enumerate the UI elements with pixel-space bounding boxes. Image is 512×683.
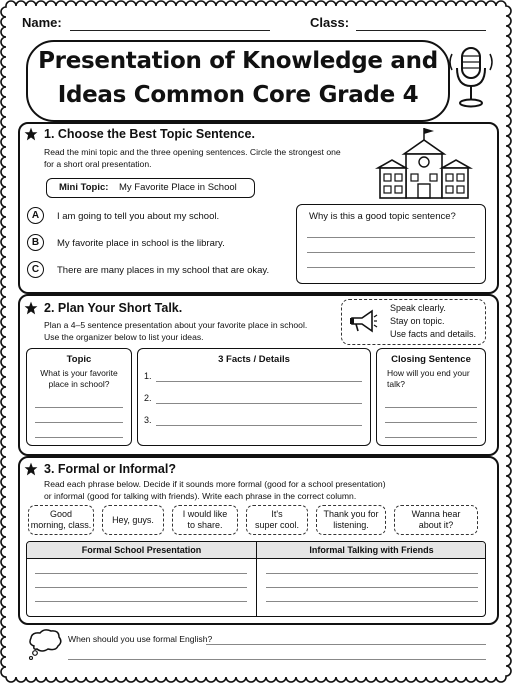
fact-number-3: 3. [144, 415, 152, 425]
answer-line[interactable] [35, 587, 247, 588]
phrase-card[interactable] [102, 505, 164, 535]
megaphone-icon [348, 309, 378, 335]
formal-informal-table [26, 541, 486, 617]
star-icon [24, 462, 38, 476]
option-a-circle[interactable]: A [27, 207, 44, 224]
phrase-line: Wanna hear [411, 509, 461, 519]
answer-line[interactable] [307, 252, 475, 253]
phrase-line: It's [271, 509, 283, 519]
why-box [296, 204, 486, 284]
col-informal-header: Informal Talking with Friends [309, 545, 434, 555]
closing-prompt-2: talk? [387, 379, 405, 389]
why-question: Why is this a good topic sentence? [309, 211, 456, 222]
tip-2: Stay on topic. [390, 316, 445, 326]
option-b-text[interactable]: My favorite place in school is the library. [57, 238, 225, 249]
fact-number-1: 1. [144, 371, 152, 381]
mini-topic-box [46, 178, 255, 198]
answer-line[interactable] [307, 267, 475, 268]
option-a-text[interactable]: I am going to tell you about my school. [57, 211, 220, 222]
mini-topic-label: Mini Topic: [59, 182, 109, 193]
phrase-line: super cool. [254, 520, 300, 530]
phrase-line: Thank you for [323, 509, 379, 519]
star-icon [24, 127, 38, 141]
topic-box [26, 348, 132, 446]
answer-line[interactable] [385, 407, 477, 408]
answer-line[interactable] [266, 573, 478, 574]
phrase-card[interactable] [246, 505, 308, 535]
answer-line[interactable] [385, 437, 477, 438]
topic-title: Topic [66, 354, 92, 365]
speaking-tips-box [341, 299, 486, 345]
fact-line-1[interactable] [156, 381, 362, 382]
phrase-card[interactable] [394, 505, 478, 535]
facts-box [137, 348, 371, 446]
microphone-icon [446, 44, 496, 114]
answer-line[interactable] [266, 601, 478, 602]
phrase-line: listening. [333, 520, 369, 530]
phrase-card[interactable] [316, 505, 386, 535]
phrase-card[interactable] [172, 505, 238, 535]
answer-line[interactable] [35, 437, 123, 438]
closing-box [376, 348, 486, 446]
title-line-2: Ideas Common Core Grade 4 [57, 82, 419, 108]
answer-line[interactable] [266, 587, 478, 588]
answer-line[interactable] [35, 601, 247, 602]
fact-number-2: 2. [144, 393, 152, 403]
section-1-heading: 1. Choose the Best Topic Sentence. [44, 127, 255, 141]
phrase-line: to share. [187, 520, 223, 530]
topic-prompt-2: place in school? [48, 379, 110, 389]
answer-line[interactable] [35, 573, 247, 574]
answer-line[interactable] [206, 644, 486, 645]
phrase-line: Hey, guys. [112, 514, 154, 525]
section-2-instructions-1: Plan a 4–5 sentence presentation about your favorite place in school. [44, 320, 308, 330]
star-icon [24, 301, 38, 315]
option-c-text[interactable]: There are many places in my school that are okay. [57, 265, 270, 276]
closing-prompt-1: How will you end your [387, 368, 470, 378]
section-3-instructions-2: or informal (good for talking with friends). Write each phrase in the correct column. [44, 491, 357, 501]
school-building-icon [374, 126, 474, 200]
section-1-instructions-1: Read the mini topic and the three opening sentences. Circle the strongest one [44, 147, 341, 157]
name-label: Name: [22, 15, 62, 30]
title-banner [26, 40, 450, 122]
answer-line[interactable] [35, 407, 123, 408]
topic-prompt-1: What is your favorite [40, 368, 118, 378]
tip-3: Use facts and details. [390, 329, 477, 339]
class-label: Class: [310, 15, 350, 30]
option-b-circle[interactable]: B [27, 234, 44, 251]
section-3-heading: 3. Formal or Informal? [44, 462, 176, 476]
phrase-line: about it? [418, 520, 454, 530]
title-line-1: Presentation of Knowledge and [38, 48, 438, 74]
closing-title: Closing Sentence [391, 354, 471, 365]
answer-line[interactable] [35, 422, 123, 423]
phrase-line: Good [49, 509, 73, 519]
tip-1: Speak clearly. [390, 303, 446, 313]
phrase-line: I would like [182, 509, 228, 519]
answer-line[interactable] [68, 659, 486, 660]
name-line[interactable] [70, 30, 270, 31]
section-2-instructions-2: Use the organizer below to list your ideas. [44, 332, 204, 342]
thought-bubble-icon [26, 628, 64, 662]
class-line[interactable] [356, 30, 486, 31]
phrase-card[interactable] [28, 505, 94, 535]
answer-line[interactable] [385, 422, 477, 423]
footer-question: When should you use formal English? [68, 634, 213, 644]
answer-line[interactable] [307, 237, 475, 238]
option-c-circle[interactable]: C [27, 261, 44, 278]
section-1-instructions-2: for a short oral presentation. [44, 159, 152, 169]
mini-topic-value: My Favorite Place in School [119, 182, 237, 193]
fact-line-2[interactable] [156, 403, 362, 404]
section-3-instructions-1: Read each phrase below. Decide if it sounds more formal (good for a school presentation) [44, 479, 386, 489]
section-2-heading: 2. Plan Your Short Talk. [44, 301, 183, 315]
phrase-line: morning, class. [30, 520, 92, 530]
fact-line-3[interactable] [156, 425, 362, 426]
col-formal-header: Formal School Presentation [81, 545, 202, 555]
facts-title: 3 Facts / Details [218, 354, 290, 365]
